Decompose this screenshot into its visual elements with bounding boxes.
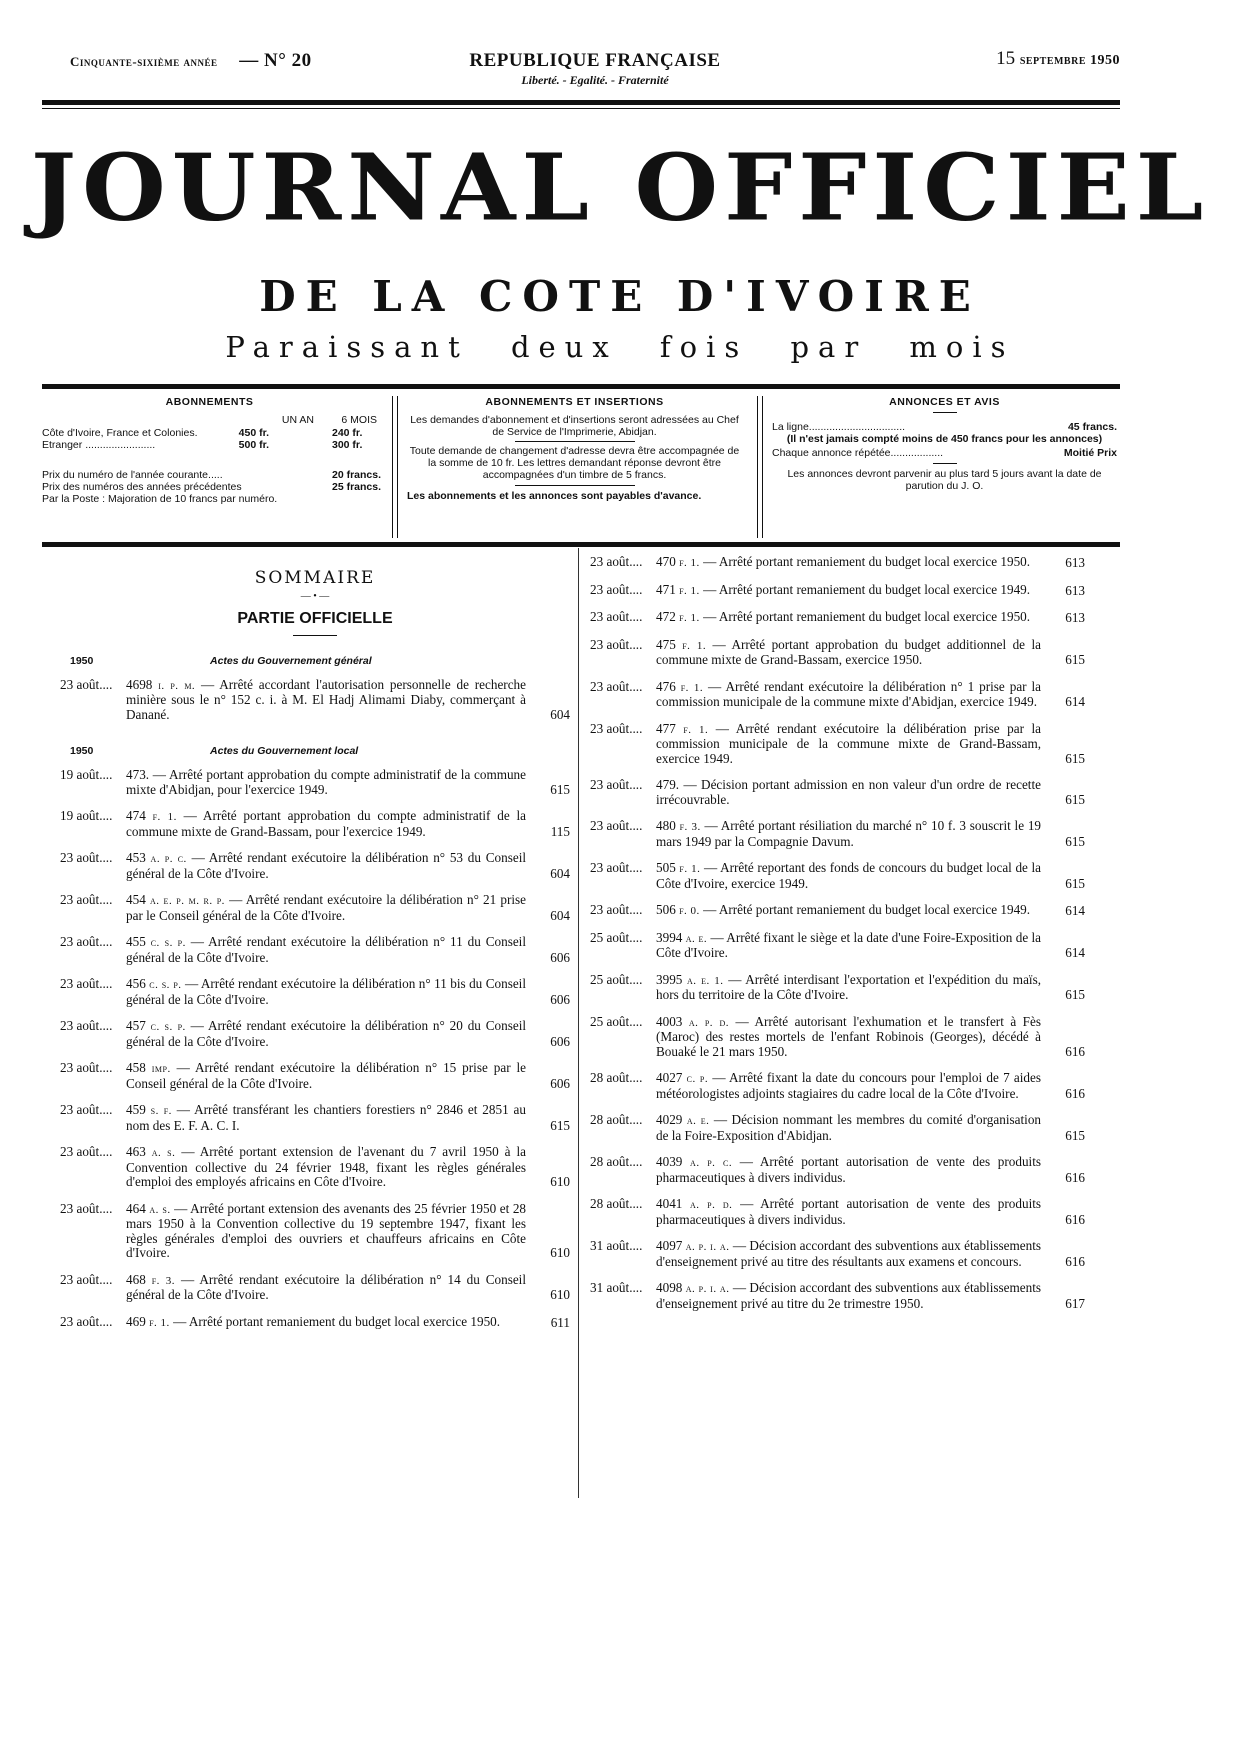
- entry-title: — Arrêté fixant la date du concours pour l'emploi de 7 aides météorologistes adjoints stagiaires du cadre local de la Côte d'Ivoire.: [656, 1070, 1041, 1101]
- entry-code: c. p.: [686, 1073, 709, 1085]
- entry-number: 463: [126, 1144, 146, 1159]
- toc-entry: [60, 1145, 570, 1190]
- entry-date: 23 août....: [60, 1102, 113, 1117]
- entry-title: — Arrêté portant approbation du budget additionnel de la commune mixte de Grand-Bassam, exercice 1950.: [656, 636, 1042, 667]
- issue-date: [996, 48, 1120, 70]
- entry-date: 23 août....: [590, 609, 643, 624]
- annonces-box: [772, 392, 1117, 540]
- entry-date: 23 août....: [590, 636, 643, 652]
- entry-date: 23 août....: [590, 678, 643, 694]
- left-column: [60, 555, 570, 1342]
- box-separator: [392, 396, 398, 538]
- short-rule: [293, 635, 337, 636]
- toc-entry: [590, 583, 1085, 599]
- entry-number: 4029: [656, 1112, 683, 1127]
- entry-page: 614: [1065, 903, 1085, 918]
- entry-page: 604: [550, 706, 570, 722]
- entry-number: 458: [126, 1060, 146, 1075]
- entry-title: — Arrêté portant autorisation de vente des produits pharmaceutiques à divers individus.: [656, 1196, 1042, 1227]
- entry-title: — Arrêté portant résiliation du marché n° 10 f. 3 souscrit le 19 mars 1949 par la Compagnie Davum.: [656, 818, 1042, 849]
- entry-text: [126, 1145, 526, 1190]
- entry-code: f. 1.: [682, 639, 707, 652]
- entry-text: [656, 1155, 1041, 1185]
- toc-entry: [590, 1155, 1085, 1185]
- top-rule: [42, 100, 1120, 105]
- entry-text: [656, 778, 1041, 807]
- price-label: Prix des numéros des années précédentes: [42, 481, 242, 493]
- annonce-repeat-row: [772, 447, 1117, 459]
- entry-number: 475: [656, 636, 676, 652]
- toc-entry: [590, 931, 1085, 961]
- toc-entry: [590, 610, 1085, 626]
- toc-entry: [60, 768, 570, 797]
- issue-number: — N° 20: [239, 50, 312, 71]
- toc-entry: [590, 1239, 1085, 1269]
- republic-block: [430, 50, 760, 88]
- entry-date: 23 août....: [60, 1313, 113, 1329]
- entry-page: 115: [550, 823, 570, 839]
- entry-code: c. s. p.: [150, 937, 186, 949]
- annonces-heading: ANNONCES ET AVIS: [889, 396, 1000, 408]
- box-separator: [757, 396, 763, 538]
- entry-text: [656, 1197, 1041, 1227]
- toc-entry: [590, 778, 1085, 807]
- entry-code: s. f.: [150, 1105, 172, 1117]
- entry-date: 23 août....: [590, 554, 643, 569]
- entry-page: 614: [1065, 694, 1085, 709]
- entry-text: [656, 1239, 1041, 1269]
- entry-page: 617: [1065, 1295, 1085, 1311]
- entry-text: [126, 1315, 526, 1331]
- entry-code: a. p. i. a.: [685, 1241, 730, 1253]
- toc-entry: [60, 809, 570, 839]
- entry-title: — Arrêté reportant des fonds de concours du budget local de la Côte d'Ivoire, exercice 1949.: [656, 860, 1042, 891]
- insertions-p3: Les abonnements et les annonces sont payables d'avance.: [407, 490, 702, 502]
- rate-six: 240 fr.: [332, 427, 363, 439]
- section-title: Actes du Gouvernement général: [210, 654, 372, 667]
- entry-code: f. 1.: [683, 723, 709, 736]
- rate-row: [42, 427, 377, 439]
- entry-title: — Décision portant admission en non valeur d'un ordre de recette irrécouvrable.: [656, 777, 1041, 807]
- toc-entry: [590, 638, 1085, 668]
- entry-page: 615: [1065, 987, 1085, 1002]
- entry-code: f. 1.: [680, 681, 704, 694]
- entry-code: a. p. d.: [690, 1199, 733, 1211]
- entry-text: [656, 819, 1041, 849]
- entry-number: 455: [126, 934, 146, 949]
- entry-date: 23 août....: [60, 1271, 113, 1287]
- entry-title: — Arrêté accordant l'autorisation personnelle de recherche minière sous le n° 152 c. i. à M. El Hadj Alimami Diaby, commerçant à Danané.: [126, 676, 526, 722]
- entry-number: 474: [126, 808, 146, 823]
- entry-title: — Arrêté rendant exécutoire la délibération n° 11 bis du Conseil général de la Côte d'Ivoire.: [126, 976, 527, 1007]
- section-year: 1950: [70, 654, 94, 667]
- republic-title: REPUBLIQUE FRANÇAISE: [469, 50, 721, 71]
- entry-text: [656, 555, 1041, 571]
- entry-number: 4698: [126, 676, 153, 692]
- entry-code: a. p. c.: [150, 853, 187, 865]
- entry-date: 25 août....: [590, 971, 643, 987]
- rate-six: 300 fr.: [332, 439, 363, 451]
- boxes-top-rule: [42, 384, 1120, 389]
- entry-date: 23 août....: [590, 777, 643, 792]
- entry-text: [656, 973, 1041, 1003]
- entry-code: a. p. i. a.: [685, 1283, 730, 1295]
- entry-text: [126, 768, 526, 797]
- entry-page: 610: [550, 1174, 570, 1189]
- entry-text: [656, 903, 1041, 919]
- abonnements-heading: ABONNEMENTS: [165, 396, 254, 408]
- entry-number: 472: [656, 609, 676, 624]
- entry-code: a. p. d.: [688, 1016, 730, 1029]
- toc-entry: [60, 1273, 570, 1303]
- section-title: Actes du Gouvernement local: [210, 745, 359, 757]
- entry-date: 28 août....: [590, 1196, 643, 1211]
- entry-date: 25 août....: [590, 929, 643, 945]
- entry-text: [126, 1019, 526, 1049]
- toc-entry: [60, 1019, 570, 1049]
- section-year: 1950: [70, 745, 94, 757]
- annonce-line-label: La ligne.................................: [772, 421, 906, 433]
- entry-date: 31 août....: [590, 1280, 643, 1295]
- entry-number: 469: [126, 1313, 146, 1329]
- entry-title: — Arrêté rendant exécutoire la délibération n° 21 prise par le Conseil général de la Côte d'Ivoire.: [126, 892, 527, 923]
- entry-page: 615: [1065, 791, 1085, 807]
- entry-page: 610: [550, 1287, 570, 1302]
- entry-number: 4098: [656, 1280, 683, 1295]
- entry-number: 464: [126, 1200, 146, 1216]
- insertions-heading: ABONNEMENTS ET INSERTIONS: [485, 396, 664, 408]
- toc-entry: [590, 1281, 1085, 1311]
- toc-entry: [590, 903, 1085, 919]
- rate-year: 500 fr.: [238, 439, 269, 451]
- entry-title: — Arrêté portant approbation du compte administratif de la commune mixte d'Abidjan, pour l'exercice 1949.: [126, 767, 527, 797]
- entry-title: — Arrêté portant autorisation de vente des produits pharmaceutiques à divers individus.: [656, 1154, 1042, 1185]
- entry-page: 613: [1065, 582, 1085, 598]
- price-row: [42, 481, 382, 493]
- entry-code: f. 1.: [679, 863, 701, 875]
- rate-label: Côte d'Ivoire, France et Colonies.: [42, 427, 198, 439]
- entry-text: [126, 1103, 526, 1133]
- entry-number: 505: [656, 860, 676, 875]
- issue-date-day: 15: [996, 48, 1016, 69]
- boxes-bottom-rule: [42, 542, 1120, 547]
- entry-date: 23 août....: [60, 934, 113, 949]
- issue-date-month-year: septembre 1950: [1019, 53, 1120, 68]
- toc-entry: [60, 1103, 570, 1133]
- entry-number: 456: [126, 976, 146, 991]
- issue-info: [70, 50, 312, 72]
- entry-page: 606: [550, 991, 570, 1007]
- insertions-p1: Les demandes d'abonnement et d'insertions seront adressées au Chef de Service de l'Imprimerie, Abidjan.: [410, 414, 739, 438]
- entry-number: 454: [126, 892, 146, 907]
- price-value: 25 francs.: [332, 481, 382, 493]
- entry-date: 23 août....: [60, 850, 113, 865]
- entry-text: [126, 977, 526, 1007]
- entry-title: — Arrêté autorisant l'exhumation et le transfert à Fès (Maroc) des restes mortels de l'enfant Robinois (Georges), décédé à Bouaké le 21 mars 1950.: [656, 1013, 1042, 1059]
- entry-number: 476: [656, 678, 676, 694]
- entry-text: [656, 931, 1041, 961]
- entry-text: [656, 1113, 1041, 1143]
- entry-title: — Arrêté rendant exécutoire la délibération n° 11 du Conseil général de la Côte d'Ivoire.: [126, 934, 527, 965]
- entry-number: 4041: [656, 1196, 683, 1211]
- entry-date: 23 août....: [590, 581, 643, 597]
- rate-year: 450 fr.: [238, 427, 269, 439]
- entry-code: f. 3.: [679, 821, 701, 833]
- entry-page: 616: [1065, 1253, 1085, 1269]
- annonce-line-row: [772, 421, 1117, 433]
- entry-date: 19 août....: [60, 767, 113, 782]
- toc-entry: [590, 555, 1085, 571]
- entry-page: 606: [550, 1033, 570, 1049]
- entry-text: [126, 1061, 526, 1091]
- entry-date: 23 août....: [60, 1018, 113, 1033]
- entry-number: 3994: [656, 929, 683, 945]
- rate-label: Etranger ........................: [42, 439, 156, 451]
- annonce-repeat-value: Moitié Prix: [1063, 447, 1117, 459]
- entry-title: — Décision nommant les membres du comité d'organisation de la Foire-Exposition d'Abidjan.: [656, 1112, 1042, 1143]
- annonce-repeat-label: Chaque annonce répétée..................: [772, 447, 944, 459]
- entry-code: f. 3.: [151, 1274, 176, 1287]
- entry-date: 23 août....: [60, 676, 113, 692]
- entry-date: 23 août....: [60, 1060, 113, 1075]
- entry-title: — Arrêté portant remaniement du budget local exercice 1950.: [703, 609, 1031, 624]
- entry-title: — Arrêté transférant les chantiers forestiers n° 2846 et 2851 au nom des E. F. A. C. I.: [126, 1102, 527, 1133]
- entry-code: f. 1.: [679, 557, 700, 569]
- entry-number: 4097: [656, 1238, 683, 1253]
- entry-date: 25 août....: [590, 1013, 643, 1029]
- entry-number: 477: [656, 720, 676, 736]
- masthead-title: JOURNAL OFFICIEL: [30, 133, 1210, 242]
- price-label: Prix du numéro de l'année courante.....: [42, 469, 223, 481]
- entry-number: 470: [656, 554, 676, 569]
- entry-date: 31 août....: [590, 1238, 643, 1253]
- entry-title: — Arrêté rendant exécutoire la délibération n° 15 prise par le Conseil général de la Côte d'Ivoire.: [126, 1060, 527, 1091]
- entry-page: 615: [1065, 1127, 1085, 1143]
- entry-title: — Arrêté rendant exécutoire la délibération n° 53 du Conseil général de la Côte d'Ivoire.: [126, 850, 527, 881]
- entry-code: i. p. m.: [158, 679, 196, 692]
- entry-code: a. s.: [149, 1203, 171, 1216]
- entry-number: 457: [126, 1018, 146, 1033]
- entry-code: c. s. p.: [150, 1021, 186, 1033]
- entry-title: — Arrêté portant extension des avenants des 25 février 1950 et 28 mars 1950 à la Convention collective du 19 septembre 1947, fixant les règles générales d'emploi des ouvriers et chauffeurs africains en Côte d'Ivoire.: [126, 1200, 527, 1260]
- entry-page: 616: [1065, 1211, 1085, 1227]
- entry-title: — Arrêté rendant exécutoire la délibération n° 1 prise par la commission municipale de la commune mixte d'Abidjan, exercice 1949.: [656, 678, 1042, 709]
- entry-page: 615: [1065, 875, 1085, 891]
- entry-code: f. 1.: [152, 811, 177, 823]
- entry-text: [126, 935, 526, 965]
- entry-text: [126, 893, 526, 923]
- toc-entry: [590, 680, 1085, 710]
- entry-text: [126, 1202, 526, 1261]
- entry-number: 4027: [656, 1070, 683, 1085]
- annonce-line-value: 45 francs.: [1067, 421, 1117, 433]
- entry-code: a. e.: [686, 1115, 710, 1127]
- entry-title: — Arrêté portant approbation du compte administratif de la commune mixte de Grand-Bassam, pour l'exercice 1949.: [126, 808, 527, 839]
- entry-date: 28 août....: [590, 1154, 643, 1169]
- toc-entry: [60, 851, 570, 881]
- entry-number: 459: [126, 1102, 146, 1117]
- entry-text: [656, 638, 1041, 668]
- entry-page: 615: [550, 781, 570, 797]
- entry-number: 479.: [656, 777, 680, 792]
- entry-code: f. 1.: [149, 1316, 170, 1329]
- annonce-minimum: (Il n'est jamais compté moins de 450 francs pour les annonces): [786, 433, 1103, 445]
- entry-page: 615: [1065, 750, 1085, 766]
- section-head-gl: [60, 744, 570, 758]
- masthead-subtitle: DE LA COTE D'IVOIRE: [259, 272, 981, 321]
- sommaire-ornament: — • —: [300, 590, 330, 602]
- entry-text: [656, 722, 1041, 767]
- entry-date: 23 août....: [60, 892, 113, 907]
- masthead-frequency: Paraissant deux fois par mois: [225, 330, 1015, 364]
- entry-number: 4003: [656, 1013, 683, 1029]
- entry-date: 23 août....: [590, 902, 643, 917]
- entry-number: 480: [656, 818, 676, 833]
- toc-entry: [590, 861, 1085, 891]
- sommaire-title: SOMMAIRE: [254, 568, 376, 588]
- toc-entry: [590, 973, 1085, 1003]
- toc-entry: [590, 722, 1085, 767]
- entry-page: 615: [1065, 652, 1085, 667]
- entry-text: [126, 851, 526, 881]
- entry-title: — Arrêté portant remaniement du budget local exercice 1949.: [703, 902, 1031, 917]
- entry-code: c. s. p.: [149, 979, 182, 991]
- right-column: [590, 555, 1085, 1323]
- entry-text: [656, 1015, 1041, 1060]
- entry-date: 23 août....: [60, 1144, 113, 1159]
- insertions-box: [407, 392, 742, 540]
- toc-entry: [60, 977, 570, 1007]
- section-head-gg: [60, 654, 570, 668]
- toc-entry: [60, 678, 570, 723]
- col-six-months: 6 MOIS: [341, 414, 377, 426]
- entry-number: 506: [656, 902, 676, 917]
- entry-text: [126, 1273, 526, 1303]
- insertions-p2: Toute demande de changement d'adresse devra être accompagnée de la somme de 10 fr. Les lettres demandant réponse devront être accompagnées d'un timbre de 5 francs.: [409, 445, 740, 481]
- entry-code: a. e. p. m. r. p.: [149, 895, 225, 907]
- entry-date: 23 août....: [590, 720, 643, 736]
- republic-motto: Liberté. - Egalité. - Fraternité: [521, 73, 669, 87]
- rate-row: [42, 439, 377, 451]
- entry-code: f. 0.: [679, 905, 700, 917]
- entry-code: a. s.: [151, 1147, 176, 1159]
- entry-date: 23 août....: [590, 818, 643, 833]
- entry-number: 473.: [126, 767, 150, 782]
- entry-page: 604: [550, 865, 570, 881]
- entry-number: 453: [126, 850, 146, 865]
- entry-date: 28 août....: [590, 1070, 643, 1085]
- entry-page: 615: [1065, 833, 1085, 849]
- entry-page: 611: [550, 1314, 570, 1330]
- year-label: Cinquante-sixième année: [70, 54, 218, 69]
- entry-text: [656, 680, 1041, 710]
- subscription-boxes: [42, 392, 1120, 540]
- entry-title: — Décision accordant des subventions aux établissements d'enseignement privé au titre du 2e trimestre 1950.: [656, 1280, 1042, 1311]
- entry-number: 468: [126, 1271, 146, 1287]
- toc-entry: [590, 1113, 1085, 1143]
- entry-text: [656, 610, 1041, 626]
- entry-number: 3995: [656, 971, 683, 987]
- entry-page: 616: [1065, 1043, 1085, 1059]
- top-line: [70, 46, 1120, 96]
- entry-text: [656, 1071, 1041, 1101]
- entry-page: 613: [1065, 555, 1085, 570]
- entry-number: 471: [656, 581, 676, 597]
- entry-title: — Arrêté rendant exécutoire la délibération n° 20 du Conseil général de la Côte d'Ivoire.: [126, 1018, 527, 1049]
- toc-entry: [590, 819, 1085, 849]
- toc-entry: [60, 1315, 570, 1331]
- entry-code: f. 1.: [679, 584, 700, 597]
- partie-officielle: PARTIE OFFICIELLE: [237, 610, 393, 627]
- column-separator: [578, 548, 579, 1498]
- toc-entry: [60, 935, 570, 965]
- abonnements-col-headers: [42, 414, 377, 427]
- entry-text: [126, 678, 526, 723]
- entry-text: [126, 809, 526, 839]
- entry-code: a. e. 1.: [687, 974, 724, 987]
- entry-title: — Arrêté fixant le siège et la date d'une Foire-Exposition de la Côte d'Ivoire.: [656, 929, 1042, 960]
- entry-date: 19 août....: [60, 808, 113, 823]
- entry-code: imp.: [151, 1063, 171, 1075]
- toc-entry: [590, 1197, 1085, 1227]
- entry-title: — Arrêté interdisant l'exportation et l'expédition du maïs, hors du territoire de la Côte d'Ivoire.: [656, 971, 1042, 1002]
- annonce-deadline: Les annonces devront parvenir au plus tard 5 jours avant la date de parution du J. O.: [787, 468, 1102, 492]
- entry-title: — Arrêté rendant exécutoire la délibération prise par la commission municipale de la commune mixte de Grand-Bassam, exercice 1949.: [656, 720, 1042, 766]
- entry-date: 23 août....: [590, 860, 643, 875]
- toc-entry: [590, 1015, 1085, 1060]
- col-year: UN AN: [281, 414, 314, 426]
- entry-title: — Arrêté portant remaniement du budget local exercice 1950.: [703, 554, 1031, 569]
- entry-title: — Arrêté portant remaniement du budget local exercice 1950.: [173, 1313, 501, 1329]
- entry-page: 606: [550, 1075, 570, 1091]
- entry-text: [656, 861, 1041, 891]
- postal-note: Par la Poste : Majoration de 10 francs par numéro.: [42, 493, 278, 505]
- entry-title: — Arrêté rendant exécutoire la délibération n° 14 du Conseil général de la Côte d'Ivoire.: [126, 1271, 527, 1302]
- entry-code: a. p. c.: [690, 1157, 733, 1169]
- entry-date: 28 août....: [590, 1112, 643, 1127]
- entry-text: [656, 1281, 1041, 1311]
- entry-page: 616: [1065, 1085, 1085, 1101]
- toc-entry: [60, 1202, 570, 1261]
- price-value: 20 francs.: [332, 469, 382, 481]
- toc-entry: [60, 1061, 570, 1091]
- entry-title: — Arrêté portant remaniement du budget local exercice 1949.: [703, 581, 1031, 597]
- entry-page: 604: [550, 907, 570, 923]
- entry-page: 615: [550, 1117, 570, 1133]
- entry-number: 4039: [656, 1154, 683, 1169]
- entry-page: 616: [1065, 1169, 1085, 1185]
- entry-date: 23 août....: [60, 1200, 113, 1216]
- entry-page: 610: [550, 1245, 570, 1260]
- entry-page: 613: [1065, 610, 1085, 625]
- price-row: [42, 469, 382, 481]
- abonnements-box: [42, 392, 382, 540]
- entry-page: 614: [1065, 945, 1085, 960]
- entry-code: f. 1.: [679, 612, 700, 624]
- entry-date: 23 août....: [60, 976, 113, 991]
- toc-entry: [590, 1071, 1085, 1101]
- entry-page: 606: [550, 949, 570, 965]
- entry-text: [656, 583, 1041, 599]
- entry-code: a. e.: [685, 932, 708, 945]
- toc-entry: [60, 893, 570, 923]
- top-rule-thin: [42, 108, 1120, 109]
- entry-title: — Arrêté portant extension de l'avenant du 7 avril 1950 à la Convention collective du 24 février 1948, fixant les règles générales d'emploi des employés africains en Côte d'Ivoire.: [126, 1144, 527, 1189]
- entry-title: — Décision accordant des subventions aux établissements d'enseignement privé au titre des résultants aux examens et concours.: [656, 1238, 1042, 1269]
